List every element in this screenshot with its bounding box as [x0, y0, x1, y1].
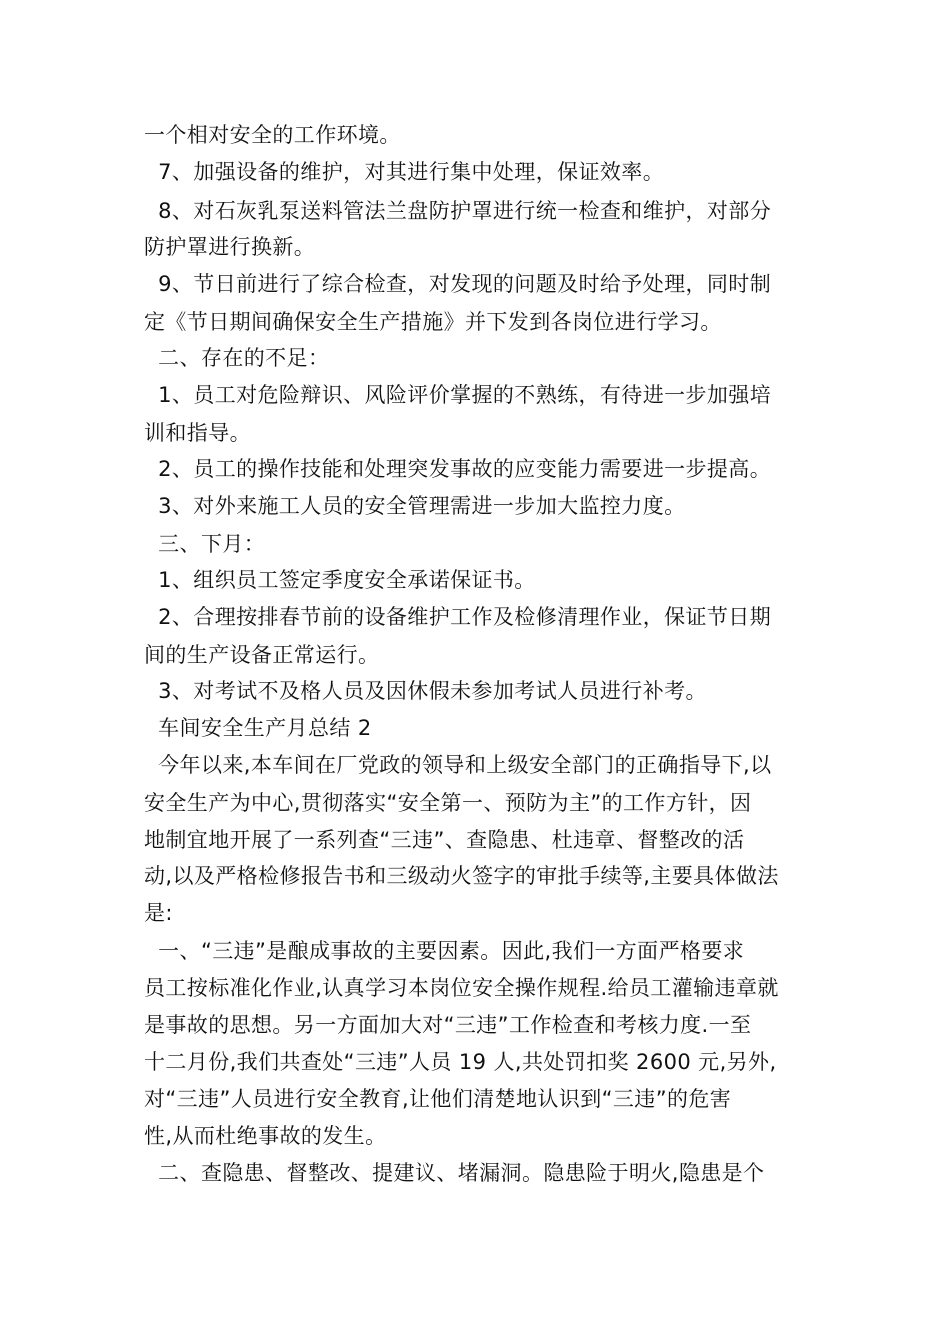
text-line: 对“三违”人员进行安全教育,让他们清楚地认识到“三违”的危害 [144, 1087, 732, 1111]
text-line: 3、对考试不及格人员及因休假未参加考试人员进行补考。 [144, 679, 707, 703]
text-line: 二、查隐患、督整改、提建议、堵漏洞。隐患险于明火,隐患是个 [144, 1161, 765, 1185]
text-line: 9、节日前进行了综合检查，对发现的问题及时给予处理，同时制 [144, 272, 772, 296]
text-line: 1、组织员工签定季度安全承诺保证书。 [144, 568, 536, 592]
text-line: 是: [144, 901, 173, 925]
text-line: 一、“三违”是酿成事故的主要因素。因此,我们一方面严格要求 [144, 939, 745, 963]
text-line: 间的生产设备正常运行。 [144, 643, 380, 667]
article-title: 车间安全生产月总结 2 [144, 716, 372, 740]
text-line: 安全生产为中心,贯彻落实“安全第一、预防为主”的工作方针，因 [144, 791, 752, 815]
text-line: 是事故的思想。另一方面加大对“三违”工作检查和考核力度.一至 [144, 1013, 752, 1037]
section-heading: 二、存在的不足： [144, 346, 330, 370]
text-line: 一个相对安全的工作环境。 [144, 123, 401, 147]
text-line: 今年以来,本车间在厂党政的领导和上级安全部门的正确指导下,以 [144, 753, 772, 777]
text-line: 8、对石灰乳泵送料管法兰盘防护罩进行统一检查和维护，对部分 [144, 199, 772, 223]
text-line: 防护罩进行换新。 [144, 235, 316, 259]
text-line: 1、员工对危险辩识、风险评价掌握的不熟练，有待进一步加强培 [144, 383, 772, 407]
section-heading: 三、下月： [144, 532, 266, 556]
text-line: 2、员工的操作技能和处理突发事故的应变能力需要进一步提高。 [144, 457, 772, 481]
text-line: 地制宜地开展了一系列查“三违”、查隐患、杜违章、督整改的活 [144, 828, 745, 852]
text-line: 7、加强设备的维护，对其进行集中处理，保证效率。 [144, 160, 665, 184]
text-line: 员工按标准化作业,认真学习本岗位安全操作规程.给员工灌输违章就 [144, 976, 779, 1000]
text-line: 训和指导。 [144, 421, 251, 445]
text-line: 动,以及严格检修报告书和三级动火签字的审批手续等,主要具体做法 [144, 864, 779, 888]
text-line: 定《节日期间确保安全生产措施》并下发到各岗位进行学习。 [144, 310, 722, 334]
text-line: 2、合理按排春节前的设备维护工作及检修清理作业，保证节日期 [144, 605, 772, 629]
text-line: 3、对外来施工人员的安全管理需进一步加大监控力度。 [144, 494, 686, 518]
text-line: 性,从而杜绝事故的发生。 [144, 1124, 387, 1148]
text-line: 十二月份,我们共查处“三违”人员 19 人,共处罚扣奖 2600 元,另外, [144, 1050, 777, 1074]
